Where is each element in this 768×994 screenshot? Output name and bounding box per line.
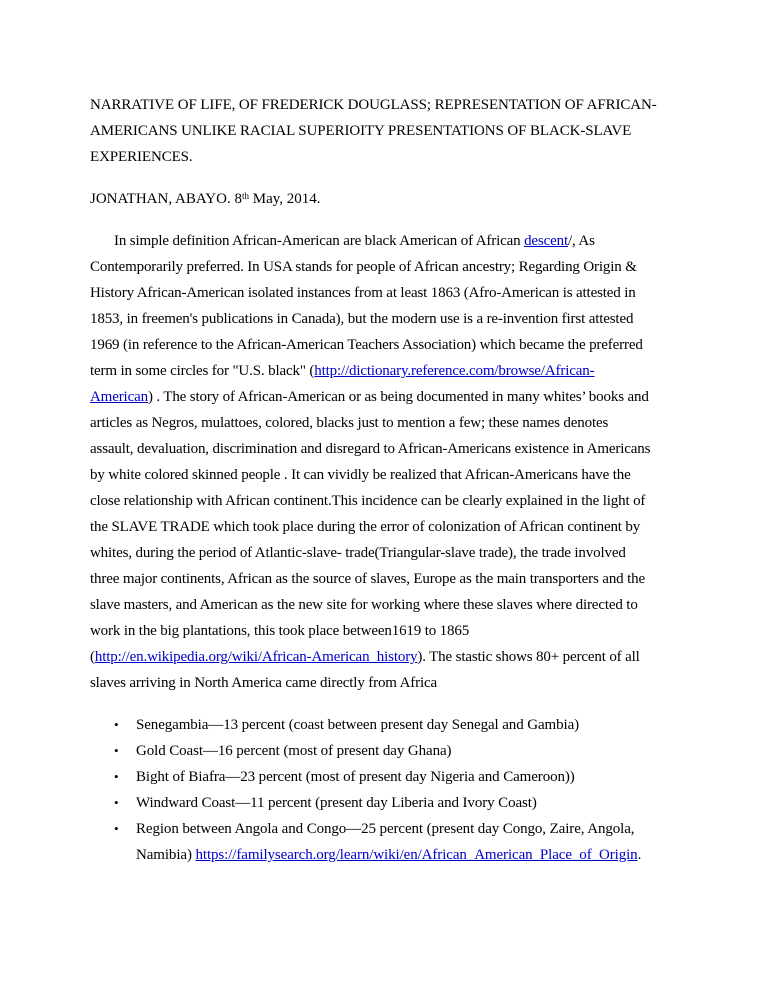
text-span: /, As [568,233,595,249]
list-item [90,764,690,790]
list-item-text: Region between Angola and Congo—25 percent (present day Congo, Zaire, Angola, [136,821,635,837]
paragraph-line: slave masters, and American as the new site for working where these slaves where directed to [90,597,638,613]
wikipedia-history-link[interactable]: http://en.wikipedia.org/wiki/African-American_history [94,649,418,665]
paragraph-line: 1969 (in reference to the African-American Teachers Association) which became the preferred [90,337,643,353]
text-span: ( [90,649,95,665]
paragraph-line: articles as Negros, mulattoes, colored, blacks just to mention a few; these names denotes [90,415,609,431]
descent-link[interactable]: descent [524,233,568,249]
title-line-2: AMERICANS UNLIKE RACIAL SUPERIOITY PRESENTATIONS OF BLACK-SLAVE [90,123,632,139]
text-span: term in some circles for "U.S. black" ( [90,363,315,379]
paragraph-line: the SLAVE TRADE which took place during the error of colonization of African continent by [90,519,641,535]
list-item-text: Windward Coast—11 percent (present day Liberia and Ivory Coast) [136,795,537,811]
list-item [90,790,690,816]
bullet-icon: • [114,821,119,836]
paragraph-line: three major continents, African as the source of slaves, Europe as the main transporters and the [90,571,645,587]
title-line-3: EXPERIENCES. [90,149,193,165]
paragraph-line [90,384,690,410]
paragraph-line: by white colored skinned people . It can vividly be realized that African-Americans have the [90,467,631,483]
list-item-text: Bight of Biafra—23 percent (most of present day Nigeria and Cameroon)) [136,769,575,785]
body-paragraph [90,228,690,696]
list-item-text: Senegambia—13 percent (coast between present day Senegal and Gambia) [136,717,580,733]
author-date-line [90,186,690,212]
bullet-icon: • [114,795,119,810]
text-span: In simple definition African-American are black American of African [114,233,525,249]
paragraph-line [90,228,690,254]
origin-bullet-list [90,712,690,868]
paragraph-line: close relationship with African continent.This incidence can be clearly explained in the light of [90,493,646,509]
dictionary-reference-link-part-2[interactable]: American [90,389,148,405]
paragraph-line [90,358,690,384]
text-span: ). The stastic shows 80+ percent of all [417,649,640,665]
list-item-text: Gold Coast—16 percent (most of present day Ghana) [136,743,452,759]
dictionary-reference-link-part-1[interactable]: http://dictionary.reference.com/browse/African- [314,363,595,379]
list-item [90,738,690,764]
paragraph-line: assault, devaluation, discrimination and disregard to African-Americans existence in Americans [90,441,651,457]
bullet-icon: • [114,769,119,784]
paragraph-line: Contemporarily preferred. In USA stands for people of African ancestry; Regarding Origin & [90,259,637,275]
author-date-prefix: JONATHAN, ABAYO. 8 [90,191,242,207]
list-item [90,816,690,868]
document-title [90,92,690,170]
document-page [90,92,690,883]
familysearch-link[interactable]: https://familysearch.org/learn/wiki/en/African_American_Place_of_Origin [195,847,638,863]
bullet-icon: • [114,743,119,758]
paragraph-line: work in the big plantations, this took place between1619 to 1865 [90,623,470,639]
paragraph-line: slaves arriving in North America came directly from Africa [90,675,438,691]
paragraph-line: whites, during the period of Atlantic-slave- trade(Triangular-slave trade), the trade involved [90,545,626,561]
text-span: . [637,847,642,863]
paragraph-line: History African-American isolated instances from at least 1863 (Afro-American is attested in [90,285,636,301]
text-span: ) . The story of African-American or as being documented in many whites’ books and [147,389,649,405]
paragraph-line [90,644,690,670]
title-line-1: NARRATIVE OF LIFE, OF FREDERICK DOUGLASS; REPRESENTATION OF AFRICAN- [90,97,657,113]
date-rest: May, 2014. [248,191,321,207]
bullet-icon: • [114,717,119,732]
list-item [90,712,690,738]
ordinal-suffix: th [241,191,249,201]
text-span: Namibia) [136,847,196,863]
paragraph-line: 1853, in freemen's publications in Canada), but the modern use is a re-invention first attested [90,311,634,327]
